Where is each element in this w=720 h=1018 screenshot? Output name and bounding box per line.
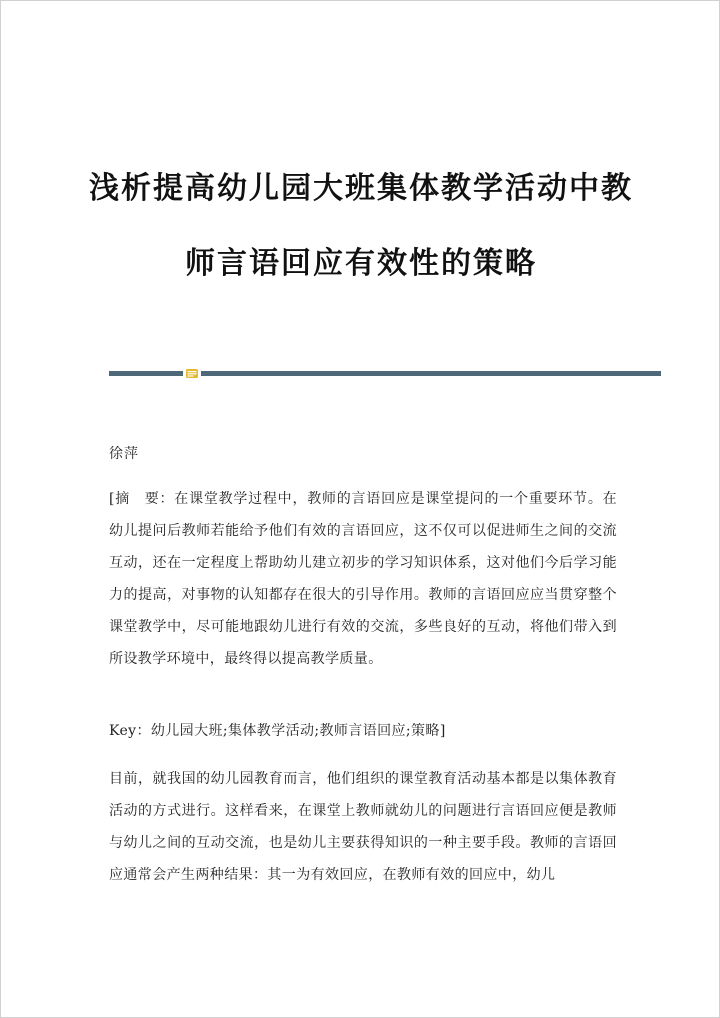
ornament-icon xyxy=(186,369,198,378)
document-title-line-2: 师言语回应有效性的策略 xyxy=(185,246,537,281)
document-title-line-1: 浅析提高幼儿园大班集体教学活动中教 xyxy=(89,171,633,206)
keywords-line: Key：幼儿园大班;集体教学活动;教师言语回应;策略] xyxy=(109,723,446,739)
title-divider xyxy=(109,369,661,377)
divider-bar-left xyxy=(109,371,183,376)
body-paragraph: 目前，就我国的幼儿园教育而言，他们组织的课堂教育活动基本都是以集体教育活动的方式进行。这样看来，在课堂上教师就幼儿的问题进行言语回应便是教师与幼儿之间的互动交流，也是幼儿主要获得知识的一种主要手段。教师的言语回应通常会产生两种结果：其一为有效回应，在教师有效的回应中，幼儿 xyxy=(109,771,617,883)
author-name: 徐萍 xyxy=(109,446,139,462)
abstract-paragraph: [摘 要：在课堂教学过程中，教师的言语回应是课堂提问的一个重要环节。在幼儿提问后教师若能给予他们有效的言语回应，这不仅可以促进师生之间的交流互动，还在一定程度上帮助幼儿建立初步的学习知识体系，这对他们今后学习能力的提高，对事物的认知都存在很大的引导作用。教师的言语回应应当贯穿整个课堂教学中，尽可能地跟幼儿进行有效的交流，多些良好的互动，将他们带入到所设教学环境中，最终得以提高教学质量。 xyxy=(109,491,617,667)
divider-bar-right xyxy=(201,371,661,376)
